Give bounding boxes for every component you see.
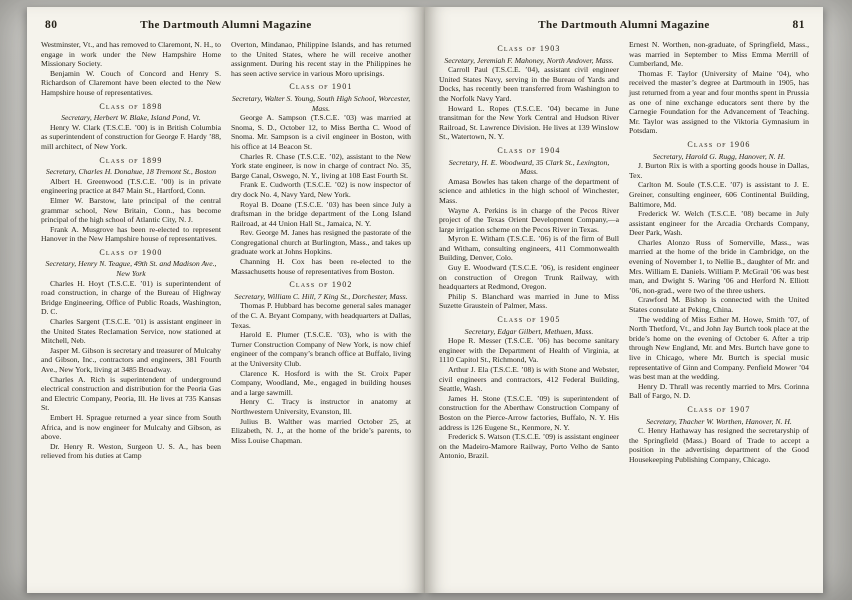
news-paragraph: Thomas P. Hubbard has become general sales manager of the C. A. Bryant Company, with headquarters at Dallas, Texas.: [231, 301, 411, 330]
news-paragraph: Henry C. Tracy is instructor in anatomy at Northwestern University, Evanston, Ill.: [231, 397, 411, 416]
secretary-line: Secretary, H. E. Woodward, 35 Clark St., Lexington, Mass.: [448, 157, 610, 177]
news-paragraph: Frank A. Musgrove has been re-elected to represent Hanover in the New Hampshire house of representatives.: [41, 224, 221, 244]
news-paragraph: Philip S. Blanchard was married in June to Miss Suzette Graustein of Palmer, Mass.: [439, 291, 619, 311]
magazine-title: The Dartmouth Alumni Magazine: [140, 19, 312, 31]
magazine-title: The Dartmouth Alumni Magazine: [538, 19, 710, 31]
news-paragraph: Westminster, Vt., and has removed to Claremont, N. H., to engage in work under the New Hampshire Home Missionary Society.: [41, 40, 221, 69]
news-paragraph: Henry D. Thrall was recently married to Mrs. Corinna Ball of Fargo, N. D.: [629, 381, 809, 401]
class-heading: Class of 1905: [497, 315, 561, 325]
magazine-page-80: [27, 7, 425, 593]
page-number: 80: [45, 19, 58, 31]
class-heading: Class of 1899: [99, 155, 163, 165]
secretary-line: Secretary, Jeremiah F. Mahoney, North Andover, Mass.: [444, 55, 614, 65]
secretary-line: Secretary, Charles H. Donahue, 18 Tremont St., Boston: [45, 167, 217, 177]
news-paragraph: The wedding of Miss Esther M. Howe, Smith ’07, of North Thetford, Vt., and John Jay Burtch took place at the bride’s home on the evening of October 6. After a trip through New England, Mr. and Mrs. Burtch have gone to live in Chicago, where Mr. Burtch is special music representative of Ginn and Company. Penfield Mower ’04 was best man at the wedding.: [629, 314, 809, 382]
secretary-line: Secretary, Henry N. Teague, 49th St. and Madison Ave., New York: [45, 259, 217, 279]
news-paragraph: Channing H. Cox has been re-elected to the Massachusetts house of representatives from Boston.: [231, 257, 411, 276]
news-paragraph: Ernest N. Worthen, non-graduate, of Springfield, Mass., was married in September to Miss Emma Merrill of Cumberland, Me.: [629, 40, 809, 69]
news-paragraph: Frederick W. Welch (T.S.C.E. ’08) became in July assistant engineer for the Arcadia Orchards Company, Deer Park, Wash.: [629, 209, 809, 238]
class-heading: Class of 1903: [497, 44, 561, 53]
news-paragraph: Embert H. Sprague returned a year since from South Africa, and is now engineer for Mulcahy and Gibson, as above.: [41, 412, 221, 442]
news-paragraph: Henry W. Clark (T.S.C.E. ’00) is in British Columbia as superintendent of construction for George F. Hardy ’88, mill architect, of New York.: [41, 122, 221, 151]
class-heading: Class of 1900: [99, 247, 163, 257]
secretary-line: Secretary, Edgar Gilbert, Methuen, Mass.: [464, 326, 594, 336]
news-paragraph: Charles H. Hoyt (T.S.C.E. ’01) is superintendent of road construction, in charge of the Bureau of Highway Bridge Engineering, Office of Public Roads, Washington, D. C.: [41, 278, 221, 317]
news-paragraph: Royal B. Doane (T.S.C.E. ’03) has been since July a draftsman in the bridge department of the Long Island Railroad, at 44 Union Hall St., Jamaica, N. Y.: [231, 199, 411, 228]
text-column: [231, 40, 411, 461]
news-paragraph: George A. Sampson (T.S.C.E. ’03) was married at Snoma, S. D., October 12, to Miss Bertha C. Wood of Snoma. Mr. Sampson is a civil engineer in Boston, with his office at 14 Beacon St.: [231, 113, 411, 151]
news-paragraph: Crawford M. Bishop is connected with the United States consulate at Peking, China.: [629, 295, 809, 315]
magazine-page-81: [425, 7, 823, 593]
news-paragraph: Arthur J. Ela (T.S.C.E. ’08) is with Stone and Webster, civil engineers and contractors, 412 Federal Building, Seattle, Wash.: [439, 365, 619, 394]
secretary-line: Secretary, Herbert W. Blake, Island Pond, Vt.: [61, 113, 201, 123]
page-header: [45, 19, 407, 31]
news-paragraph: C. Henry Hathaway has resigned the secretaryship of the Springfield (Mass.) Board of Trade to accept a position in the advertising department of the Good Housekeeping Publishing Company, Chicago.: [629, 426, 809, 464]
text-column: [629, 40, 809, 465]
class-heading: Class of 1902: [289, 280, 353, 290]
news-paragraph: Albert H. Greenwood (T.S.C.E. ’00) is in private engineering practice at 847 Main St., Hartford, Conn.: [41, 176, 221, 196]
text-column: [41, 40, 221, 461]
page-number: 81: [792, 19, 805, 31]
news-paragraph: Charles Alonzo Russ of Somerville, Mass., was married at the home of the bride in Cambridge, on the evening of November 1, to Nellie B., daughter of Mr. and Mrs. William E. Daniels. William P. McGrail ’06 was best man, and Dwight S. Waring ’06 and Herford N. Elliott ’06, non-grad., were two of the three ushers.: [629, 237, 809, 295]
class-heading: Class of 1907: [687, 404, 751, 414]
class-heading: Class of 1901: [289, 82, 353, 92]
class-heading: Class of 1904: [497, 145, 561, 155]
news-paragraph: Charles Sargent (T.S.C.E. ’01) is assistant engineer in the United States Reclamation Service, now stationed at Mitchell, Neb.: [41, 317, 221, 346]
news-paragraph: Overton, Mindanao, Philippine Islands, and has returned to the United States, where he will receive another assignment. During his recent stay in the Philippines he has seen active service in various Moro uprisings.: [231, 40, 411, 78]
page-header: [443, 19, 805, 31]
news-paragraph: Dr. Henry R. Weston, Surgeon U. S. A., has been relieved from his duties at Camp: [41, 441, 221, 461]
news-paragraph: J. Burton Rix is with a sporting goods house in Dallas, Tex.: [629, 161, 809, 180]
secretary-line: Secretary, Thacher W. Worthen, Hanover, N. H.: [646, 416, 792, 426]
secretary-line: Secretary, Walter S. Young, South High School, Worcester, Mass.: [231, 93, 411, 113]
text-column: [439, 40, 619, 465]
news-paragraph: Julius B. Walther was married October 25, at Elizabeth, N. J., at the home of the bride’s parents, to Miss Louise Chapman.: [231, 416, 411, 445]
news-paragraph: Thomas F. Taylor (University of Maine ’04), who received the master’s degree at Dartmouth in 1905, has just returned from a year and four months spent in Prussia as one of nine exchange educators sent there by the Carnegie Foundation for the Advancement of Teaching. Mr. Taylor was assigned to the Viktoria Gymnasium in Potsdam.: [629, 68, 809, 136]
news-paragraph: Clarence K. Hosford is with the St. Croix Paper Company, Woodland, Me., engaged in building houses and a large sawmill.: [231, 368, 411, 397]
news-paragraph: Myron E. Witham (T.S.C.E. ’06) is of the firm of Bull and Witham, consulting engineers, 411 Commonwealth Building, Denver, Colo.: [439, 234, 619, 263]
news-paragraph: Guy E. Woodward (T.S.C.E. ’06), is resident engineer on construction of Oregon Trunk Railway, with headquarters at Redmond, Oregon.: [439, 263, 619, 292]
news-paragraph: Frank E. Cudworth (T.S.C.E. ’02) is now inspector of dry dock No. 4, Navy Yard, New York.: [231, 180, 411, 199]
news-paragraph: Wayne A. Perkins is in charge of the Pecos River project of the Texas Orient Development Company,—a large irrigation scheme on the Pecos River in Texas.: [439, 205, 619, 234]
news-paragraph: Charles R. Chase (T.S.C.E. ’02), assistant to the New York state engineer, is now in charge of contract No. 35, Barge Canal, Oswego, N. Y., living at 108 East Fourth St.: [231, 151, 411, 180]
news-paragraph: Benjamin W. Couch of Concord and Henry S. Richardson of Claremont have been elected to the New Hampshire house of representatives.: [41, 68, 221, 97]
news-paragraph: Jasper M. Gibson is secretary and treasurer of Mulcahy and Gibson, Inc., contractors and engineers, 381 Fourth Ave., New York, living at 3485 Broadway.: [41, 345, 221, 374]
news-paragraph: Howard L. Ropes (T.S.C.E. ’04) became in June transitman for the New York Central and Hudson River Railroad, St. Lawrence Division. He lives at 139 Winslow St., Watertown, N. Y.: [439, 103, 619, 142]
class-heading: Class of 1906: [687, 139, 751, 149]
news-paragraph: Hope R. Messer (T.S.C.E. ’06) has become sanitary engineer with the Department of Health of Virginia, at 1110 Capitol St., Richmond, Va.: [439, 336, 619, 365]
news-paragraph: Harold E. Plumer (T.S.C.E. ’03), who is with the Turner Construction Company of New York, is now chief engineer of the company’s branch office at Buffalo, living at the University Club.: [231, 330, 411, 368]
news-paragraph: Amasa Bowles has taken charge of the department of science and athletics in the high school of Winchester, Mass.: [439, 176, 619, 205]
secretary-line: Secretary, Harold G. Rugg, Hanover, N. H.: [652, 151, 786, 161]
secretary-line: Secretary, William C. Hill, 7 King St., Dorchester, Mass.: [234, 291, 408, 301]
news-paragraph: James H. Stone (T.S.C.E. ’09) is superintendent of construction for the Aberthaw Construction Company of Boston on the Pierce-Arrow factories, Buffalo, N. Y. His address is 126 Eugene St., Kenmore, N. Y.: [439, 393, 619, 432]
page-columns: [439, 40, 809, 465]
news-paragraph: Elmer W. Barstow, late principal of the central grammar school, New Britain, Conn., has become principal of the high school of Atlantic City, N. J.: [41, 195, 221, 225]
news-paragraph: Frederick S. Watson (T.S.C.E. ’09) is assistant engineer on the Madeiro-Mamore Railway, Porto Velho de Santo Antonio, Brazil.: [439, 432, 619, 461]
news-paragraph: Charles A. Rich is superintendent of underground electrical construction and distribution for the Peoria Gas and Electric Company, Peoria, Ill. He lives at 735 Kansas St.: [41, 374, 221, 413]
news-paragraph: Carlton M. Soule (T.S.C.E. ’07) is assistant to J. E. Greiner, consulting engineer, 606 Continental Building, Baltimore, Md.: [629, 180, 809, 209]
page-columns: [41, 40, 411, 461]
news-paragraph: Carroll Paul (T.S.C.E. ’04), assistant civil engineer United States Navy, serving in the Bureau of Yards and Docks, has recently been transferred from Washington to the Norfolk Navy Yard.: [439, 65, 619, 103]
news-paragraph: Rev. George M. Janes has resigned the pastorate of the Congregational church at Burlington, Mass., and takes up graduate work at Johns Hopkins.: [231, 228, 411, 257]
class-heading: Class of 1898: [99, 101, 163, 111]
